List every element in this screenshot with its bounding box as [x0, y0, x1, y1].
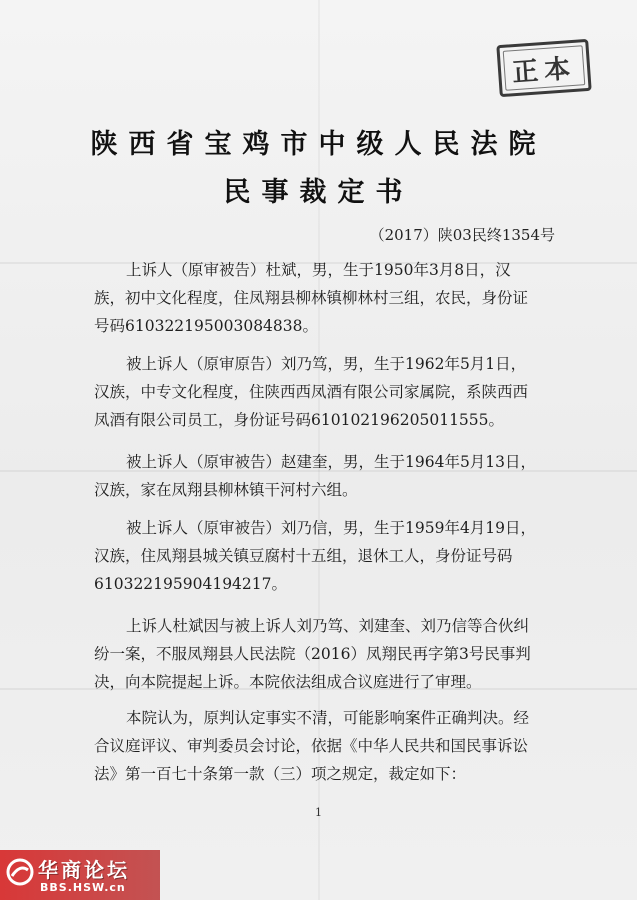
- forum-watermark: [0, 850, 160, 900]
- case-number: （2017）陕03民终1354号: [369, 226, 555, 244]
- original-copy-stamp: 正本: [496, 39, 591, 97]
- paragraph-court-opinion: [94, 704, 564, 788]
- text-line: 合议庭评议、审判委员会讨论，依据《中华人民共和国民事诉讼: [94, 737, 529, 755]
- text-line: 610322195904194217。: [94, 575, 288, 593]
- paragraph-appellee-1: [94, 350, 564, 434]
- text-line: 法》第一百七十条第一款（三）项之规定，裁定如下：: [94, 765, 467, 783]
- forum-name: 华商论坛: [38, 858, 130, 882]
- text-line: 凤酒有限公司员工，身份证号码610102196205011555。: [94, 411, 505, 429]
- text-line: 汉族，中专文化程度，住陕西西凤酒有限公司家属院，系陕西西: [94, 383, 529, 401]
- court-name: 陕西省宝鸡市中级人民法院: [90, 129, 547, 160]
- page-number: 1: [315, 806, 322, 819]
- paragraph-appellant: [94, 256, 564, 340]
- document-type: 民事裁定书: [223, 177, 414, 208]
- text-line: 号码610322195003084838。: [94, 317, 319, 335]
- paragraph-appellee-3: [94, 514, 564, 598]
- text-line: 被上诉人（原审被告）赵建奎，男，生于1964年5月13日，: [126, 453, 537, 471]
- text-line: 汉族，家在凤翔县柳林镇干河村六组。: [94, 481, 358, 499]
- paragraph-appellee-2: [94, 448, 564, 504]
- text-line: 决，向本院提起上诉。本院依法组成合议庭进行了审理。: [94, 673, 482, 691]
- paragraph-case-background: [94, 612, 564, 696]
- text-line: 被上诉人（原审被告）刘乃信，男，生于1959年4月19日，: [126, 519, 537, 537]
- text-line: 上诉人（原审被告）杜斌，男，生于1950年3月8日，汉: [126, 261, 511, 279]
- text-line: 上诉人杜斌因与被上诉人刘乃笃、刘建奎、刘乃信等合伙纠: [126, 617, 530, 635]
- text-line: 汉族，住凤翔县城关镇豆腐村十五组，退休工人，身份证号码: [94, 547, 513, 565]
- text-line: 纷一案，不服凤翔县人民法院（2016）凤翔民再字第3号民事判: [94, 645, 531, 663]
- forum-url: BBS.HSW.cn: [40, 881, 126, 894]
- forum-logo-icon: [6, 858, 34, 886]
- text-line: 族，初中文化程度，住凤翔县柳林镇柳林村三组，农民，身份证: [94, 289, 529, 307]
- text-line: 被上诉人（原审原告）刘乃笃，男，生于1962年5月1日，: [126, 355, 527, 373]
- text-line: 本院认为，原判认定事实不清，可能影响案件正确判决。经: [126, 709, 530, 727]
